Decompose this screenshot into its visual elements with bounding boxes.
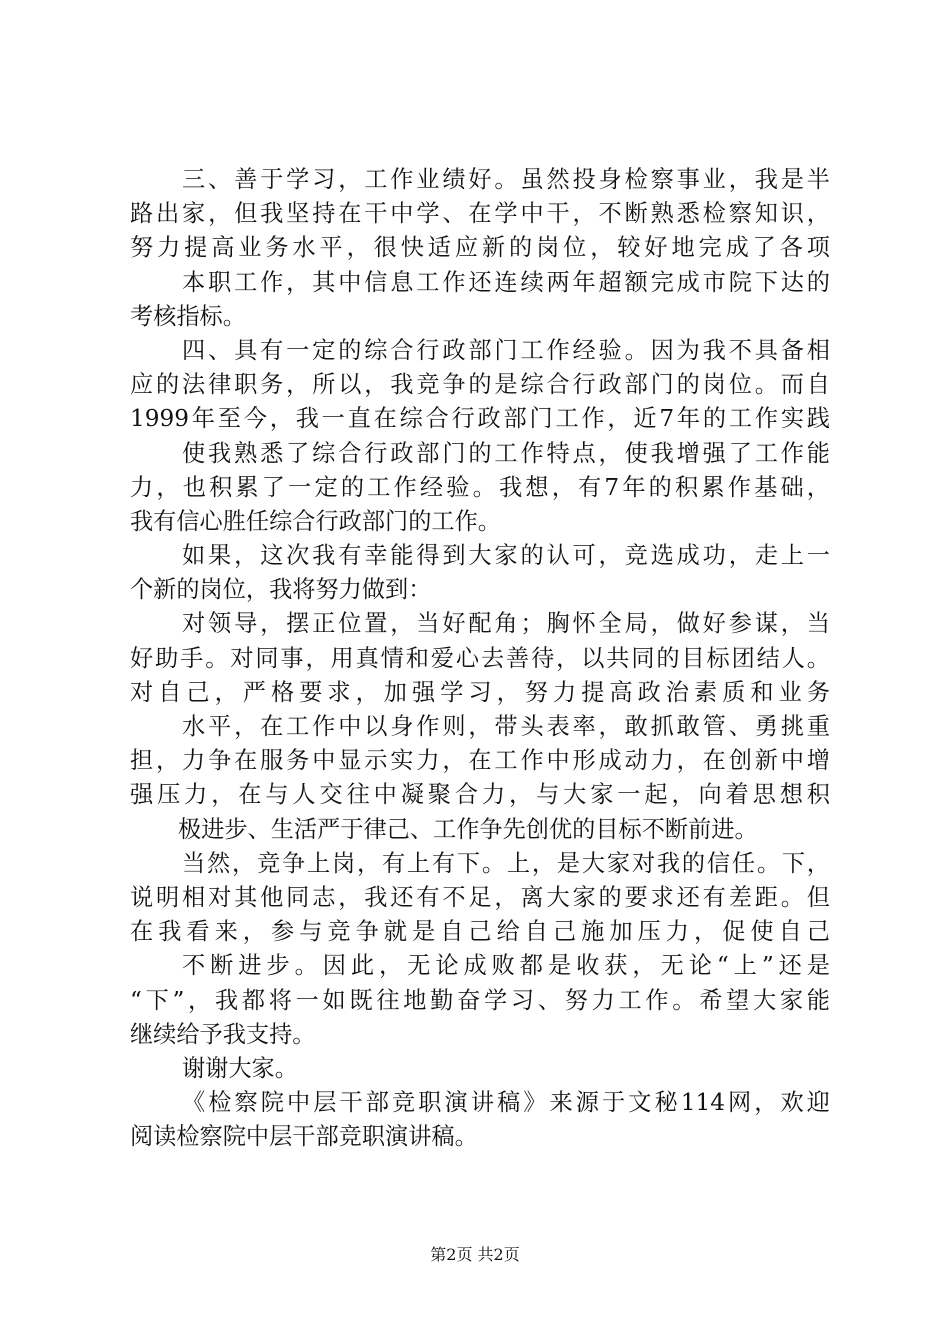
- paragraph-line: 对领导，摆正位置，当好配角；胸怀全局，做好参谋，当: [182, 610, 830, 638]
- paragraph-line: 说明相对其他同志，我还有不足，离大家的要求还有差距。但: [130, 883, 830, 911]
- paragraph-line: 水平，在工作中以身作则，带头表率，敢抓敢管、勇挑重: [182, 713, 830, 740]
- paragraph-line: 考核指标。: [130, 302, 246, 330]
- paragraph-line: 不断进步。因此，无论成败都是收获，无论“上”还是: [182, 952, 830, 980]
- paragraph-line: 当然，竞争上岗，有上有下。上，是大家对我的信任。下，: [182, 849, 830, 877]
- paragraph-line: 四、具有一定的综合行政部门工作经验。因为我不具备相: [182, 336, 830, 364]
- paragraph-line: 继续给予我支持。: [130, 1020, 316, 1048]
- paragraph-line: 强压力，在与人交往中凝聚合力，与大家一起，向着思想积: [130, 781, 830, 809]
- paragraph-line: 担，力争在服务中显示实力，在工作中形成动力，在创新中增: [130, 747, 830, 775]
- paragraph-line: 如果，这次我有幸能得到大家的认可，竞选成功，走上一: [182, 542, 830, 570]
- paragraph-line: 个新的岗位，我将努力做到：: [130, 576, 432, 604]
- paragraph-line: 极进步、生活严于律己、工作争先创优的目标不断前进。: [178, 815, 758, 843]
- paragraph-line: 力，也积累了一定的工作经验。我想，有7年的积累作基础，: [130, 473, 830, 501]
- paragraph-line: 对自己，严格要求，加强学习，努力提高政治素质和业务: [130, 678, 830, 706]
- paragraph-line: 1999年至今，我一直在综合行政部门工作，近7年的工作实践: [130, 405, 830, 433]
- paragraph-line: 本职工作，其中信息工作还连续两年超额完成市院下达的: [182, 268, 830, 296]
- paragraph-line: 努力提高业务水平，很快适应新的岗位，较好地完成了各项: [130, 234, 830, 262]
- page-number-footer: 第2页 共2页: [430, 1245, 520, 1264]
- paragraph-line: 阅读检察院中层干部竞职演讲稿。: [130, 1123, 478, 1151]
- paragraph-line: 应的法律职务，所以，我竞争的是综合行政部门的岗位。而自: [130, 371, 830, 399]
- paragraph-line: 路出家，但我坚持在干中学、在学中干，不断熟悉检察知识，: [130, 200, 830, 228]
- paragraph-line: 我有信心胜任综合行政部门的工作。: [130, 507, 501, 535]
- paragraph-line: “下”，我都将一如既往地勤奋学习、努力工作。希望大家能: [130, 986, 830, 1014]
- paragraph-line: 谢谢大家。: [182, 1054, 298, 1082]
- paragraph-line: 使我熟悉了综合行政部门的工作特点，使我增强了工作能: [182, 439, 830, 467]
- document-body: [130, 163, 830, 1154]
- paragraph-line: 好助手。对同事，用真情和爱心去善待，以共同的目标团结人。: [130, 644, 830, 672]
- paragraph-line: 在我看来，参与竞争就是自己给自己施加压力，促使自己: [130, 918, 830, 946]
- paragraph-line: 《检察院中层干部竞职演讲稿》来源于文秘114网，欢迎: [182, 1089, 830, 1117]
- paragraph-line: 三、善于学习，工作业绩好。虽然投身检察事业，我是半: [182, 166, 830, 193]
